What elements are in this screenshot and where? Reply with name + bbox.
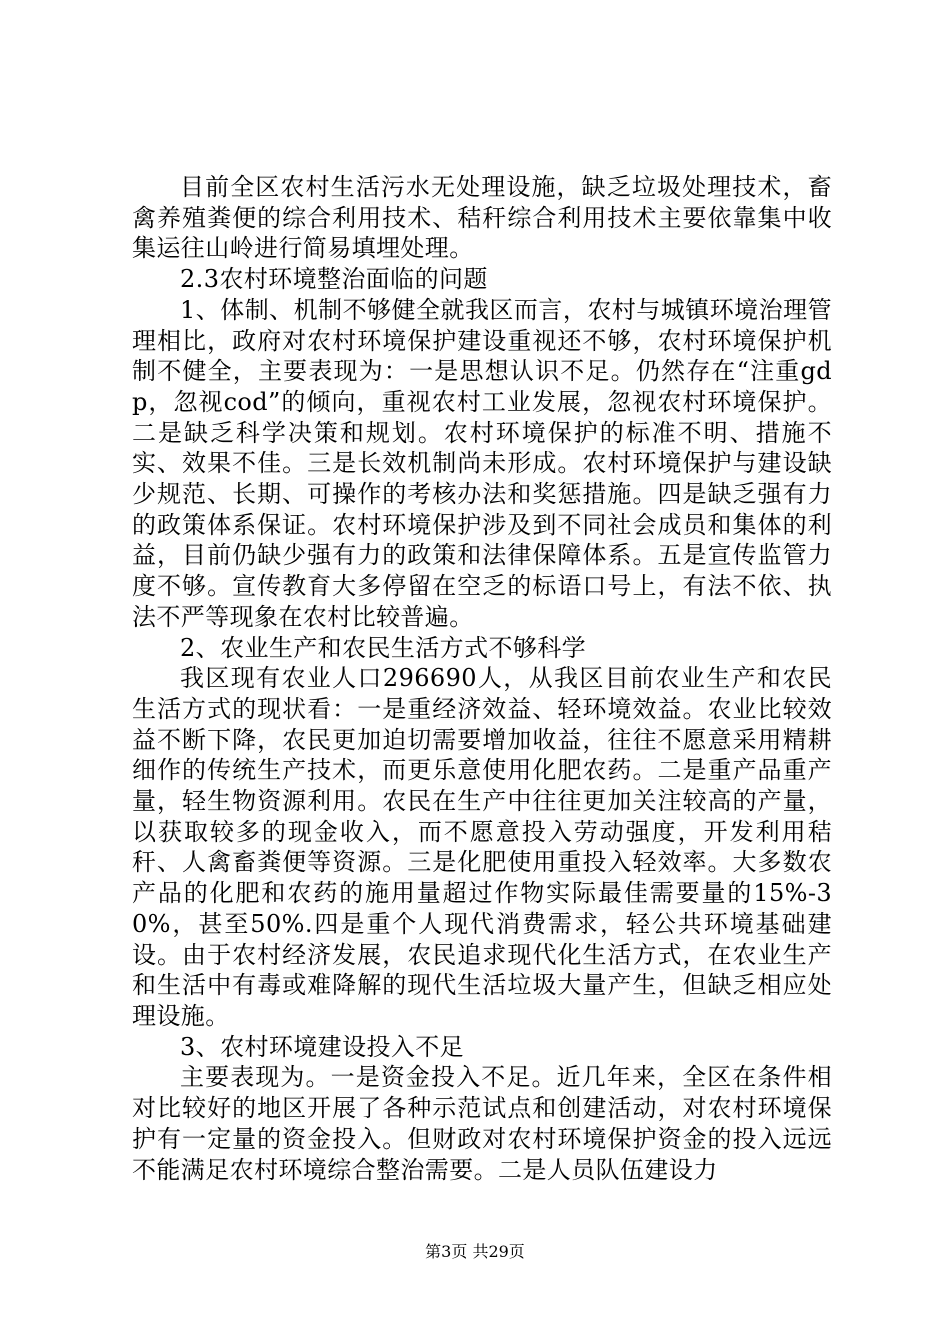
heading-section-2-3: 2.3农村环境整治面临的问题 <box>180 265 488 294</box>
document-body <box>132 172 832 1185</box>
paragraph-institutional-mechanism: 1、体制、机制不够健全就我区而言，农村与城镇环境治理管理相比，政府对农村环境保护建设重视还不够，农村环境保护机制不健全，主要表现为：一是思想认识不足。仍然存在“注重gdp，忽视cod”的倾向，重视农村工业发展，忽视农村环境保护。二是缺乏科学决策和规划。农村环境保护的标准不明、措施不实、效果不佳。三是长效机制尚未形成。农村环境保护与建设缺少规范、长期、可操作的考核办法和奖惩措施。四是缺乏强有力的政策体系保证。农村环境保护涉及到不同社会成员和集体的利益，目前仍缺少强有力的政策和法律保障体系。五是宣传监管力度不够。宣传教育大多停留在空乏的标语口号上，有法不依、执法不严等现象在农村比较普遍。 <box>132 295 832 631</box>
heading-investment-shortage: 3、农村环境建设投入不足 <box>180 1032 465 1061</box>
heading-production-lifestyle: 2、农业生产和农民生活方式不够科学 <box>180 633 587 662</box>
page-number-footer: 第3页 共29页 <box>425 1242 525 1261</box>
paragraph-sewage-facilities: 目前全区农村生活污水无处理设施，缺乏垃圾处理技术，畜禽养殖粪便的综合利用技术、秸秆综合利用技术主要依靠集中收集运往山岭进行简易填埋处理。 <box>132 173 832 263</box>
paragraph-funding-shortage: 主要表现为。一是资金投入不足。近几年来，全区在条件相对比较好的地区开展了各种示范试点和创建活动，对农村环境保护有一定量的资金投入。但财政对农村环境保护资金的投入远远不能满足农村环境综合整治需要。二是人员队伍建设力 <box>132 1063 832 1184</box>
paragraph-agricultural-population: 我区现有农业人口296690人，从我区目前农业生产和农民生活方式的现状看：一是重经济效益、轻环境效益。农业比较效益不断下降，农民更加迫切需要增加收益，往往不愿意采用精耕细作的传统生产技术，而更乐意使用化肥农药。二是重产品重产量，轻生物资源利用。农民在生产中往往更加关注较高的产量，以获取较多的现金收入，而不愿意投入劳动强度，开发利用秸秆、人禽畜粪便等资源。三是化肥使用重投入轻效率。大多数农产品的化肥和农药的施用量超过作物实际最佳需要量的15%-30%，甚至50%.四是重个人现代消费需求，轻公共环境基础建设。由于农村经济发展，农民追求现代化生活方式，在农业生产和生活中有毒或难降解的现代生活垃圾大量产生，但缺乏相应处理设施。 <box>132 664 832 1030</box>
